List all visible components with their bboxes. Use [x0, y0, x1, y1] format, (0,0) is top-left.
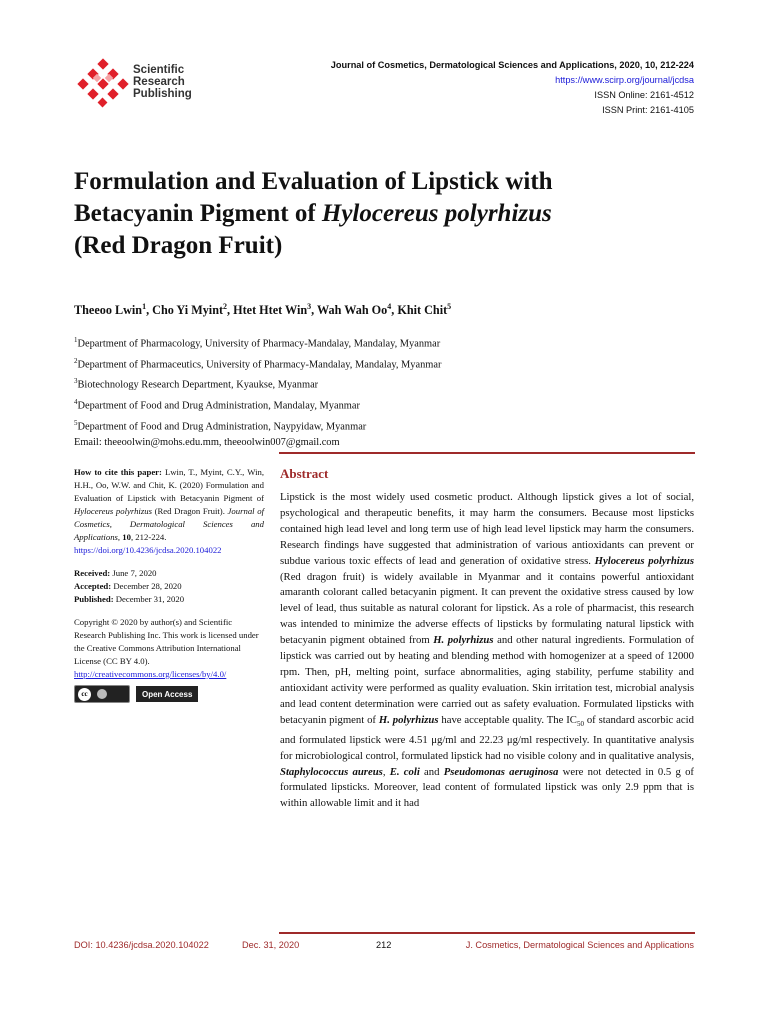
citation-text: (Red Dragon Fruit). — [151, 506, 228, 516]
journal-info — [331, 58, 694, 118]
sidebar-metadata — [74, 466, 264, 703]
issn-print: ISSN Print: 2161-4105 — [602, 105, 694, 115]
citation-species: Hylocereus polyrhizus — [74, 506, 152, 516]
title-line: (Red Dragon Fruit) — [74, 232, 283, 259]
author-list — [74, 302, 451, 318]
affiliation-marker: 5 — [74, 418, 78, 427]
cc-by-license-icon[interactable] — [74, 685, 130, 703]
title-line — [74, 198, 714, 230]
author-affiliation-marker: 1 — [142, 302, 147, 311]
author-affiliation-marker: 2 — [223, 302, 228, 311]
affiliation — [74, 353, 441, 374]
affiliation-text: Biotechnology Research Department, Kyaukse, Myanmar — [77, 379, 319, 391]
published-label: Published: — [74, 594, 114, 604]
abstract-species: Pseudomonas aeruginosa — [443, 765, 559, 778]
abstract-text: were not detected in 0.5 g of formulated lipsticks. Moreover, lead content of formulated lipstick was only 2.9 ppm that is within allowable limit and it had — [280, 765, 694, 810]
abstract-text: , — [382, 765, 390, 778]
accepted-value: December 28, 2020 — [111, 581, 182, 591]
publisher-name — [133, 64, 192, 100]
affiliation — [74, 415, 441, 436]
published-date — [74, 593, 264, 606]
abstract-species: H. polyrhizus — [433, 634, 494, 647]
issn-online: ISSN Online: 2161-4512 — [594, 90, 694, 100]
abstract-bottom-rule — [279, 932, 695, 934]
author-affiliation-marker: 3 — [307, 302, 312, 311]
abstract-text: of standard ascorbic acid and formulated lipstick were 4.51 μg/ml and 22.23 μg/ml respectively. In quantitative analysis for microbiological control, formulated lipstick had no visible colony and in qualitative analysis, — [280, 713, 694, 762]
author-name: Wah Wah Oo — [317, 303, 388, 318]
citation-block — [74, 466, 264, 544]
author-separator: , — [311, 303, 318, 318]
affiliation-text: Department of Food and Drug Administration, Naypyidaw, Myanmar — [77, 421, 367, 433]
doi-link[interactable]: https://doi.org/10.4236/jcdsa.2020.104022 — [74, 545, 222, 555]
received-value: June 7, 2020 — [110, 568, 157, 578]
open-access-badge: Open Access — [136, 686, 198, 702]
author-name: Htet Htet Win — [233, 303, 308, 318]
affiliation-text: Department of Pharmaceutics, University of Pharmacy-Mandalay, Mandalay, Myanmar — [77, 359, 442, 371]
affiliation — [74, 394, 441, 415]
affiliation-marker: 2 — [74, 356, 78, 365]
abstract-top-rule — [279, 452, 695, 454]
author-name: Khit Chit — [397, 303, 448, 318]
author-separator: , — [227, 303, 234, 318]
affiliation-marker: 3 — [74, 377, 78, 386]
citation-text: , — [117, 532, 123, 542]
journal-citation-line: Journal of Cosmetics, Dermatological Sciences and Applications, 2020, 10, 212-224 — [330, 60, 694, 70]
affiliation-marker: 1 — [74, 336, 78, 344]
abstract-species: Hylocereus polyrhizus — [594, 554, 694, 567]
affiliation-text: Department of Food and Drug Administration, Mandalay, Myanmar — [77, 400, 360, 412]
corresponding-email: Email: theeoolwin@mohs.edu.mm, theeoolwin007@gmail.com — [74, 437, 340, 449]
affiliation — [74, 332, 441, 353]
affiliation-list — [74, 332, 441, 452]
citation-text: , 212-224. — [130, 532, 167, 542]
page-number: 212 — [376, 940, 392, 950]
citation-volume: 10 — [122, 532, 131, 542]
footer-date: Dec. 31, 2020 — [242, 940, 300, 950]
abstract-text: Lipstick is the most widely used cosmetic product. Although lipstick gives a lot of social, psychological and therapeutic benefits, it may harm the consumers. Because most lipsticks contained high lead level and long term use of high lead level lipstick may harm the consumers. Research findings have suggested that administration of various antioxidants can prevent or subdue various toxic effects of lead and generation of oxidative stress. — [280, 491, 694, 567]
paper-title — [74, 166, 714, 262]
accepted-label: Accepted: — [74, 581, 112, 591]
author-separator: , — [391, 303, 398, 318]
publisher-name-line: Scientific — [133, 64, 185, 76]
affiliation-text: Department of Pharmacology, University of Pharmacy-Mandalay, Mandalay, Myanmar — [77, 338, 441, 350]
citation-label: How to cite this paper: — [74, 467, 162, 477]
author-affiliation-marker: 5 — [447, 302, 452, 311]
abstract-species: E. coli — [389, 765, 420, 778]
journal-url-link[interactable]: https://www.scirp.org/journal/jcdsa — [555, 75, 694, 85]
title-text: Betacyanin Pigment of — [74, 200, 322, 227]
abstract-text: and other natural ingredients. Formulation of lipstick was carried out by heating and blending method with homogenizer at a speed of 12000 rpm. Then, pH, melting point, surface abnormalities, aging stability, perfume stability and antioxidant activity were performed as quality evaluation. Skin irritation test, microbial analysis and lead content determination were carried out as safety evaluation. Formulated lipsticks with betacyanin pigment of — [280, 634, 695, 726]
by-icon — [97, 689, 107, 699]
abstract-species: Staphylococcus aureus — [280, 765, 383, 778]
received-label: Received: — [74, 568, 111, 578]
received-date — [74, 567, 264, 580]
author-separator: , — [146, 303, 153, 318]
citation-text: Lwin, T., Myint, C.Y., Win, H.H., Oo, W.W. and Chit, K. (2020) Formulation and Evaluation of Lipstick with Betacyanin Pigment of — [74, 467, 265, 503]
publisher-name-line: Publishing — [133, 88, 192, 100]
cc-icon: cc — [78, 688, 91, 701]
abstract-species: H. polyrhizus — [378, 713, 439, 726]
license-badges — [74, 685, 264, 703]
published-value: December 31, 2020 — [113, 594, 185, 604]
author-affiliation-marker: 4 — [387, 302, 392, 311]
license-link[interactable]: http://creativecommons.org/licenses/by/4.0/ — [74, 669, 227, 679]
abstract-body — [280, 490, 694, 812]
footer-journal: J. Cosmetics, Dermatological Sciences and Applications — [465, 940, 694, 950]
copyright-text: Copyright © 2020 by author(s) and Scientific Research Publishing Inc. This work is licensed under the Creative Commons Attribution International License (CC BY 4.0). — [74, 617, 259, 666]
accepted-date — [74, 580, 264, 593]
title-species: Hylocereus polyrhizus — [321, 200, 552, 227]
affiliation-marker: 4 — [74, 398, 78, 407]
footer-doi: DOI: 10.4236/jcdsa.2020.104022 — [74, 940, 209, 950]
title-line: Formulation and Evaluation of Lipstick with — [74, 168, 553, 195]
publisher-logo-icon — [75, 58, 131, 108]
affiliation — [74, 373, 441, 394]
citation-journal: Journal of Cosmetics, Dermatological Sciences and Applications — [74, 506, 264, 542]
abstract-heading: Abstract — [280, 466, 329, 481]
publisher-name-line: Research — [133, 76, 185, 88]
abstract-subscript: 50 — [576, 719, 584, 728]
abstract-text: (Red dragon fruit) is widely available in Myanmar and it contains powerful antioxidant amaranth colorant called betacyanin pigment. It can prevent the oxidative stress caused by low level of lead, thus suitable as natural colorant for lipstick. As a role of pharmacist, this research was intended to minimize the adverse effects of lipsticks by formulating natural lipstick with betacyanin pigment obtained from — [280, 570, 694, 647]
abstract-text: have acceptable quality. The IC — [438, 713, 577, 726]
author-name: Theeoo Lwin — [74, 303, 143, 318]
abstract-text: and — [419, 765, 444, 778]
author-name: Cho Yi Myint — [152, 303, 224, 318]
